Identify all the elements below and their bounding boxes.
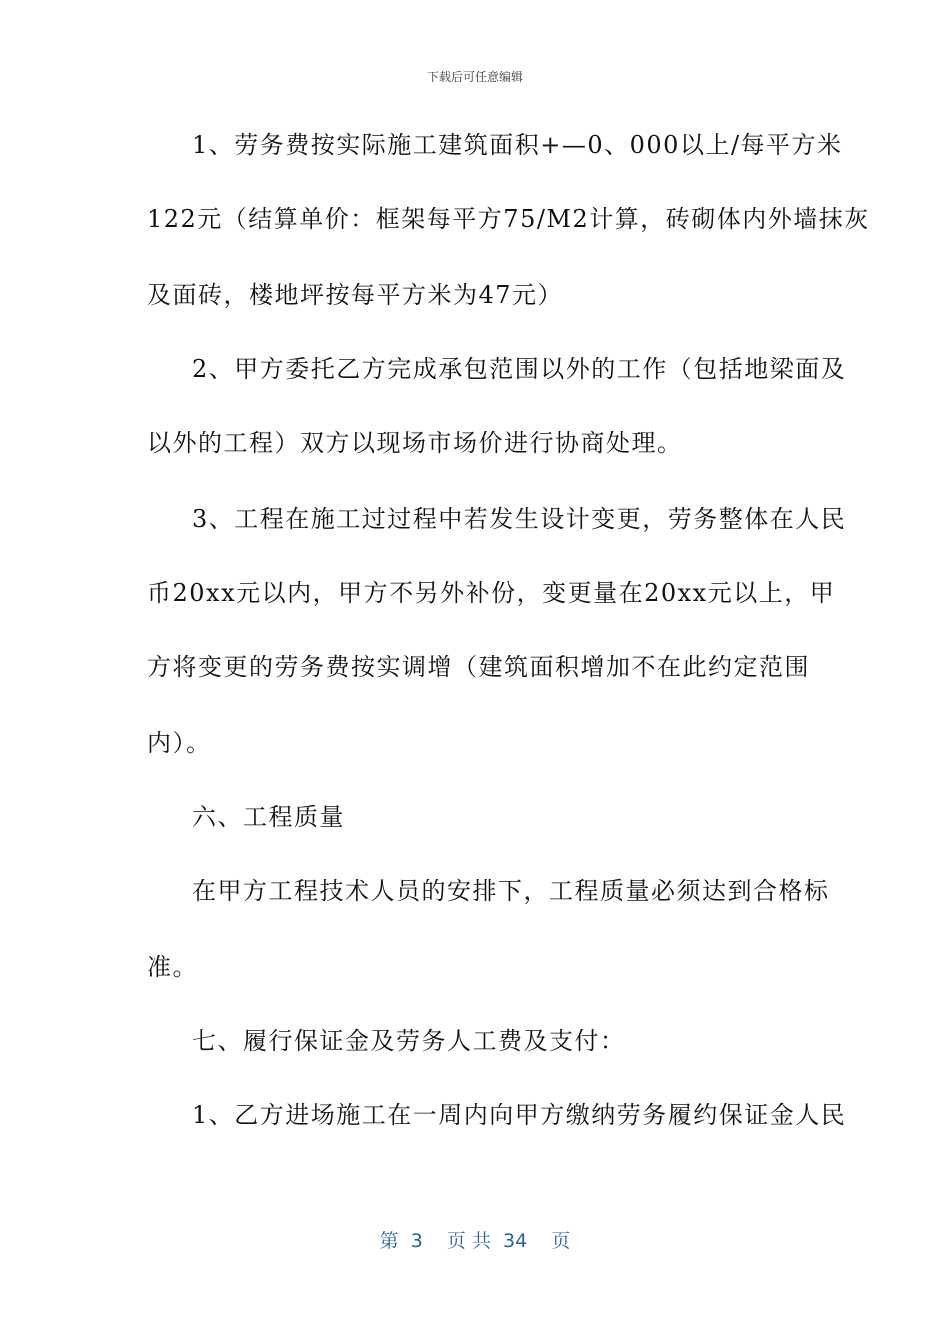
section-heading: 六、工程质量	[192, 803, 345, 831]
paragraph-line: 准。	[147, 953, 198, 981]
paragraph-line: 内）。	[147, 729, 212, 757]
paragraph-line: 在甲方工程技术人员的安排下，工程质量必须达到合格标	[192, 877, 830, 905]
paragraph-line: 以外的工程）双方以现场市场价进行协商处理。	[147, 429, 683, 457]
paragraph-line: 及面砖，楼地坪按每平方米为47元）	[147, 281, 564, 309]
section-heading: 七、履行保证金及劳务人工费及支付：	[192, 1027, 626, 1055]
paragraph-line: 方将变更的劳务费按实调增（建筑面积增加不在此约定范围	[147, 653, 810, 681]
paragraph-line: 122元（结算单价：框架每平方75/M2计算，砖砌体内外墙抹灰	[147, 205, 870, 233]
header-note: 下载后可任意编辑	[426, 70, 523, 84]
page-number-footer: 第 3 页 共 34 页	[379, 1230, 571, 1252]
paragraph-line: 币20xx元以内，甲方不另外补份，变更量在20xx元以上，甲	[147, 579, 836, 607]
paragraph-line: 3、工程在施工过过程中若发生设计变更，劳务整体在人民	[192, 505, 847, 533]
paragraph-line: 1、劳务费按实际施工建筑面积+—0、000以上/每平方米	[192, 131, 843, 159]
paragraph-line: 2、甲方委托乙方完成承包范围以外的工作（包括地梁面及	[192, 355, 847, 383]
paragraph-line: 1、乙方进场施工在一周内向甲方缴纳劳务履约保证金人民	[192, 1101, 847, 1129]
